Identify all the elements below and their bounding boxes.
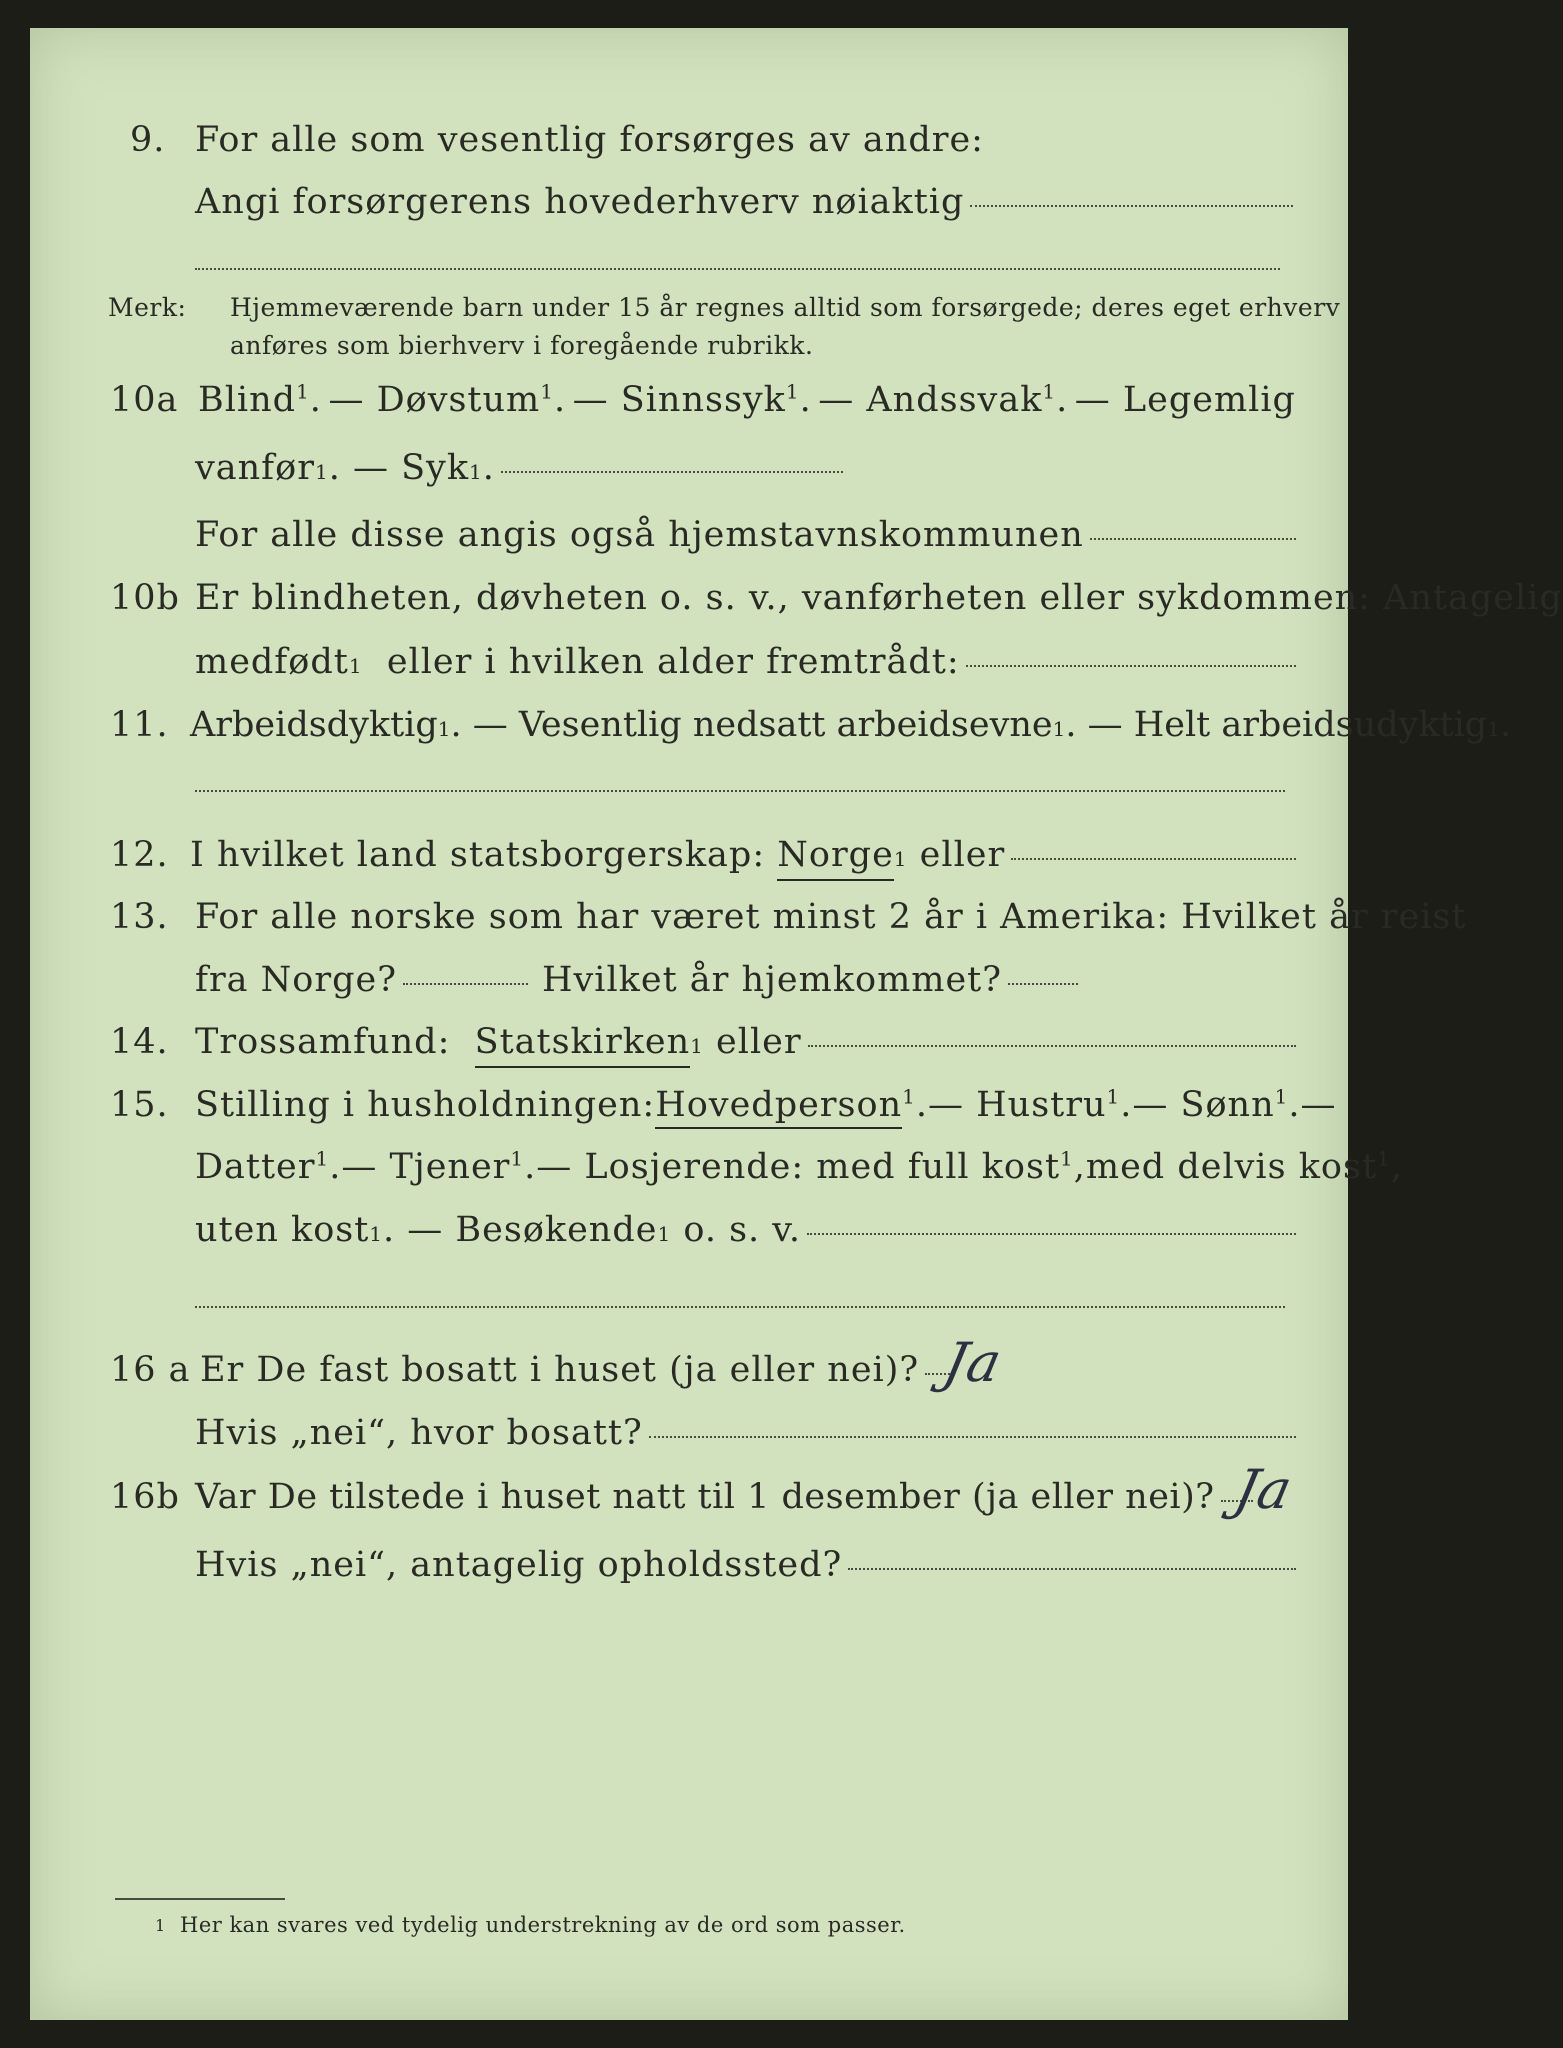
q15-number: 15. (110, 1085, 169, 1125)
q15-label: Stilling i husholdningen: (195, 1085, 656, 1125)
option-dovstum: — Døvstum (328, 380, 541, 420)
option-uten-kost: uten kost (195, 1210, 370, 1250)
q16a-text2: Hvis „nei“, hvor bosatt? (195, 1413, 643, 1453)
q15-stilling-field[interactable] (807, 1233, 1296, 1235)
option-udyktig: — Helt arbeidsudyktig (1087, 705, 1488, 745)
q16b-answer-field[interactable]: Ja (1221, 1500, 1253, 1502)
footnote-rule (115, 1898, 285, 1900)
q13-text1: For alle norske som har været minst 2 år i Amerika: Hvilket år reist (195, 897, 1467, 937)
q15-extra-field[interactable] (195, 1306, 1285, 1308)
q12-eller: eller (919, 835, 1006, 875)
q15-osv: o. s. v. (683, 1210, 802, 1250)
option-datter: Datter (195, 1147, 316, 1187)
q13-fra-norge: fra Norge? (195, 960, 397, 1000)
q10b-alder-field[interactable] (966, 665, 1296, 667)
q16b-number: 16b (110, 1477, 180, 1517)
q14-trossamfund-field[interactable] (808, 1045, 1296, 1047)
option-blind: Blind (198, 380, 297, 420)
q14-number: 14. (110, 1022, 169, 1062)
q10a-hjemstavn-text: For alle disse angis også hjemstavnskommunen (195, 515, 1084, 555)
option-vanfor: vanfør (195, 448, 315, 488)
option-andssvak: — Andssvak (818, 380, 1043, 420)
q9-text2: Angi forsørgerens hovederhverv nøiaktig (195, 182, 965, 222)
q16a-text1: Er De fast bosatt i huset (ja eller nei)? (200, 1350, 920, 1390)
q9-text1: For alle som vesentlig forsørges av andre: (195, 120, 984, 160)
option-statskirken-underlined: Statskirken (475, 1020, 691, 1068)
option-losjerende: — Losjerende: med full kost (536, 1147, 1061, 1187)
q11-number: 11. (110, 705, 169, 745)
option-besokende: — Besøkende (407, 1210, 658, 1250)
q9-extra-field[interactable] (195, 268, 1280, 270)
q11-extra-field[interactable] (195, 790, 1285, 792)
option-hovedperson-underlined: Hovedperson (655, 1085, 902, 1129)
option-arbeidsdyktig: Arbeidsdyktig (190, 705, 438, 745)
q16b-text1: Var De tilstede i huset natt til 1 desember (ja eller nei)? (195, 1477, 1215, 1517)
footnote-text: Her kan svares ved tydelig understrekning av de ord som passer. (180, 1913, 906, 1937)
q10b-text1: Er blindheten, døvheten o. s. v., vanførheten eller sykdommen: Antagelig (195, 578, 1563, 618)
q16a-number: 16 a (110, 1350, 191, 1390)
option-legemlig: — Legemlig (1074, 380, 1296, 420)
q16a-answer-field[interactable]: Ja (925, 1373, 953, 1375)
option-syk: — Syk (352, 448, 470, 488)
option-hustru: — Hustru (928, 1085, 1107, 1125)
q14-eller: eller (716, 1022, 802, 1062)
footnote-mark: 1 (155, 1916, 166, 1935)
q10a-number: 10a (110, 380, 179, 420)
option-sinnssyk: — Sinnssyk (572, 380, 786, 420)
q12-text: I hvilket land statsborgerskap: (190, 835, 766, 875)
q15-dash: — (1300, 1085, 1337, 1125)
option-delvis-kost: med delvis kost (1085, 1147, 1378, 1187)
q10a-hjemstavn-field[interactable] (1090, 538, 1296, 540)
q9-answer-field[interactable] (970, 205, 1293, 207)
option-norge-underlined: Norge (777, 833, 894, 881)
census-form-page: 9. For alle som vesentlig forsørges av andre: Angi forsørgerens hovederhverv nøiaktig Merk: Hjemmeværende barn under 15 år regnes alltid som forsørgede; deres eget erhverv anføres som bierhverv i foregående rubrikk. 10a Blind$^1$. — Døvstum$^1$. — Sinnssyk$^1$. — Andssvak$^1$. — Legemlig vanfør 1 . — Syk 1 . For alle disse angis også hjemstavnskommunen 10b Er blindheten, døvheten o. s. v., vanførheten eller sykdommen: Antagelig medfødt 1 eller i hvilken alder fremtrådt: 11. Arbeidsdyktig 1 . — Vesentlig nedsatt arbeidsevne 1 . — Helt arbeidsudyktig 1 . 12. I hvilket land statsborgerskap: Norge 1 eller 13. For alle norske som har været minst 2 år i Amerika: Hvilket år reist fra Norge? Hvilket år hjemkommet? 14. Trossamfund: Statskirken 1 eller 15. Stilling i husholdningen: Hovedperson$^1$. — Hustru$^1$. — Sønn$^1$. — Datter$^1$. — Tjener$^1$. — Losjerende: med full kost$^1$, med delvis kost$^1$, uten kost 1 . — Besøkende 1 o. s. v. 16 a Er De fast bosatt i huset (ja eller nei)? Ja Hvis „nei“, hvor bosatt? 16b Var De tilstede i huset natt til 1 desember (ja eller nei)? Ja Hvis „nei“, antagelig opholdssted? 1 Her kan svares ved tydelig understrekning av de ord som passer. (30, 28, 1348, 2020)
q10b-number: 10b (110, 578, 180, 618)
q14-label: Trossamfund: (195, 1022, 451, 1062)
q12-land-field[interactable] (1011, 858, 1296, 860)
q12-number: 12. (110, 835, 169, 875)
option-nedsatt: — Vesentlig nedsatt arbeidsevne (472, 705, 1053, 745)
q13-hjemkommet: Hvilket år hjemkommet? (542, 960, 1003, 1000)
q13-number: 13. (110, 897, 169, 937)
merk-text1: Hjemmeværende barn under 15 år regnes alltid som forsørgede; deres eget erhverv (230, 293, 1341, 322)
option-medfodt: medfødt (195, 642, 349, 682)
merk-label: Merk: (108, 293, 187, 322)
q16b-text2: Hvis „nei“, antagelig opholdssted? (195, 1545, 843, 1585)
q10a-syk-field[interactable] (501, 471, 843, 473)
option-tjener: — Tjener (341, 1147, 511, 1187)
q16a-bosatt-field[interactable] (649, 1436, 1296, 1438)
merk-text2: anføres som bierhverv i foregående rubrikk. (230, 331, 814, 360)
q13-reist-field[interactable] (403, 983, 528, 985)
option-sonn: — Sønn (1132, 1085, 1275, 1125)
q9-number: 9. (130, 120, 166, 160)
q10b-text2: eller i hvilken alder fremtrådt: (386, 642, 960, 682)
q16b-opholdssted-field[interactable] (848, 1568, 1296, 1570)
q13-hjemkommet-field[interactable] (1008, 983, 1078, 985)
